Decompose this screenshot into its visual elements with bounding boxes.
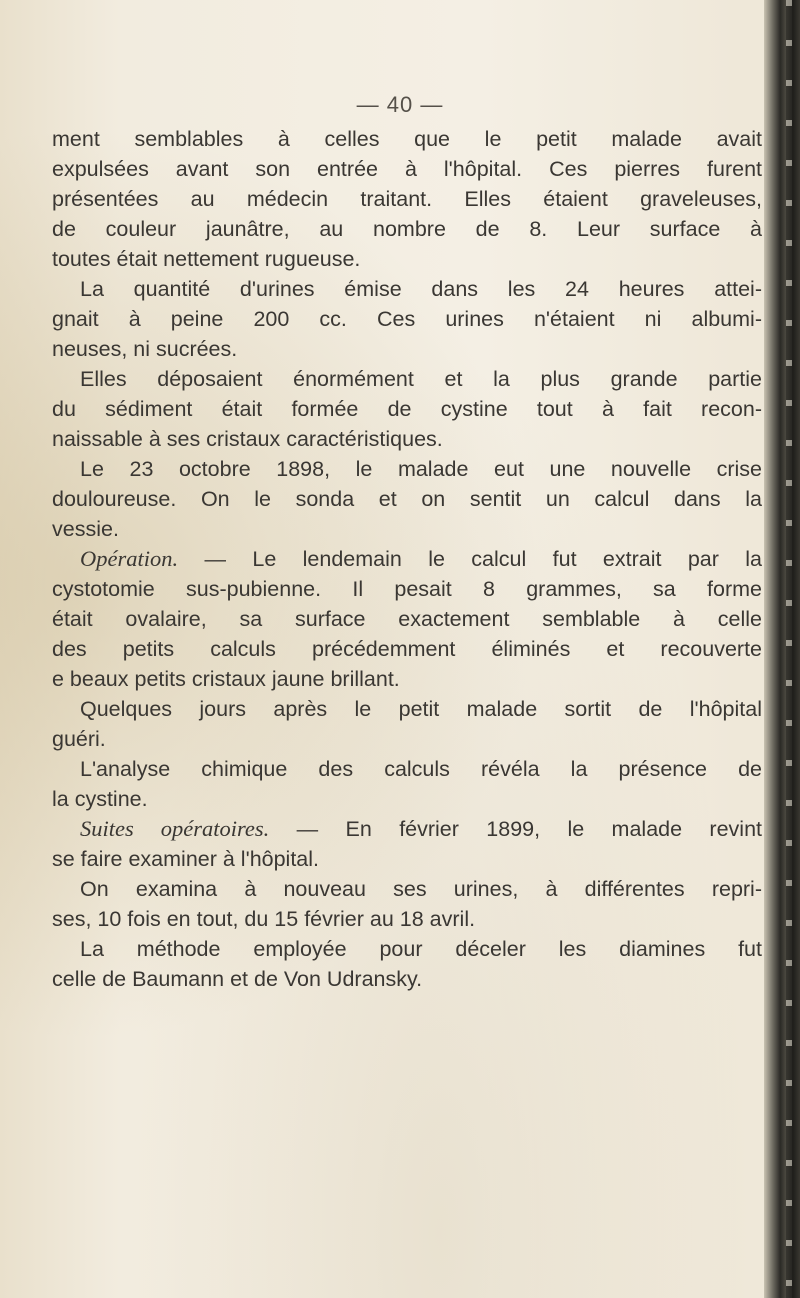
book-edge-stripe xyxy=(786,0,792,1298)
text-line: ment semblables à celles que le petit malade avait xyxy=(52,127,762,151)
text-line: des petits calculs précédemment éliminés et recouverte xyxy=(52,637,762,661)
text-line: On examina à nouveau ses urines, à différentes repri- xyxy=(80,877,762,901)
text-line: se faire examiner à l'hôpital. xyxy=(52,847,320,871)
text-line: La quantité d'urines émise dans les 24 heures attei- xyxy=(80,277,762,301)
text-line-suites xyxy=(52,814,762,844)
text-line: celle de Baumann et de Von Udransky. xyxy=(52,967,423,991)
text-line: ses, 10 fois en tout, du 15 février au 18 avril. xyxy=(52,907,476,931)
text-line: Quelques jours après le petit malade sortit de l'hôpital xyxy=(80,697,762,721)
text-line: e beaux petits cristaux jaune brillant. xyxy=(52,667,400,691)
text-line: présentées au médecin traitant. Elles étaient graveleuses, xyxy=(52,187,762,211)
text-line: toutes était nettement rugueuse. xyxy=(52,247,361,271)
text-line: était ovalaire, sa surface exactement semblable à celle xyxy=(52,607,762,631)
text-line: gnait à peine 200 cc. Ces urines n'étaient ni albumi- xyxy=(52,307,762,331)
text-line: guéri. xyxy=(52,727,106,751)
text-line: la cystine. xyxy=(52,787,148,811)
book-edge-shadow xyxy=(764,0,800,1298)
body-text xyxy=(52,124,762,994)
text-line: douloureuse. On le sonda et on sentit un calcul dans la xyxy=(52,487,762,511)
heading-suites: Suites opératoires. xyxy=(80,816,270,841)
text-fragment: — En février 1899, le malade revint xyxy=(296,817,763,841)
text-line: neuses, ni sucrées. xyxy=(52,337,238,361)
text-line: du sédiment était formée de cystine tout à fait recon- xyxy=(52,397,762,421)
text-line: vessie. xyxy=(52,517,119,541)
text-line-operation xyxy=(52,544,762,574)
text-line: L'analyse chimique des calculs révéla la présence de xyxy=(80,757,762,781)
text-line: expulsées avant son entrée à l'hôpital. Ces pierres furent xyxy=(52,157,762,181)
text-line: Elles déposaient énormément et la plus grande partie xyxy=(80,367,762,391)
text-line: La méthode employée pour déceler les diamines fut xyxy=(80,937,762,961)
text-line: cystotomie sus-pubienne. Il pesait 8 grammes, sa forme xyxy=(52,577,762,601)
text-line: de couleur jaunâtre, au nombre de 8. Leur surface à xyxy=(52,217,762,241)
text-line: naissable à ses cristaux caractéristiques. xyxy=(52,427,443,451)
page-number: — 40 — xyxy=(356,92,444,117)
text-line: Le 23 octobre 1898, le malade eut une nouvelle crise xyxy=(80,457,762,481)
heading-operation: Opération. xyxy=(80,546,179,571)
text-fragment: — Le lendemain le calcul fut extrait par la xyxy=(204,547,762,571)
